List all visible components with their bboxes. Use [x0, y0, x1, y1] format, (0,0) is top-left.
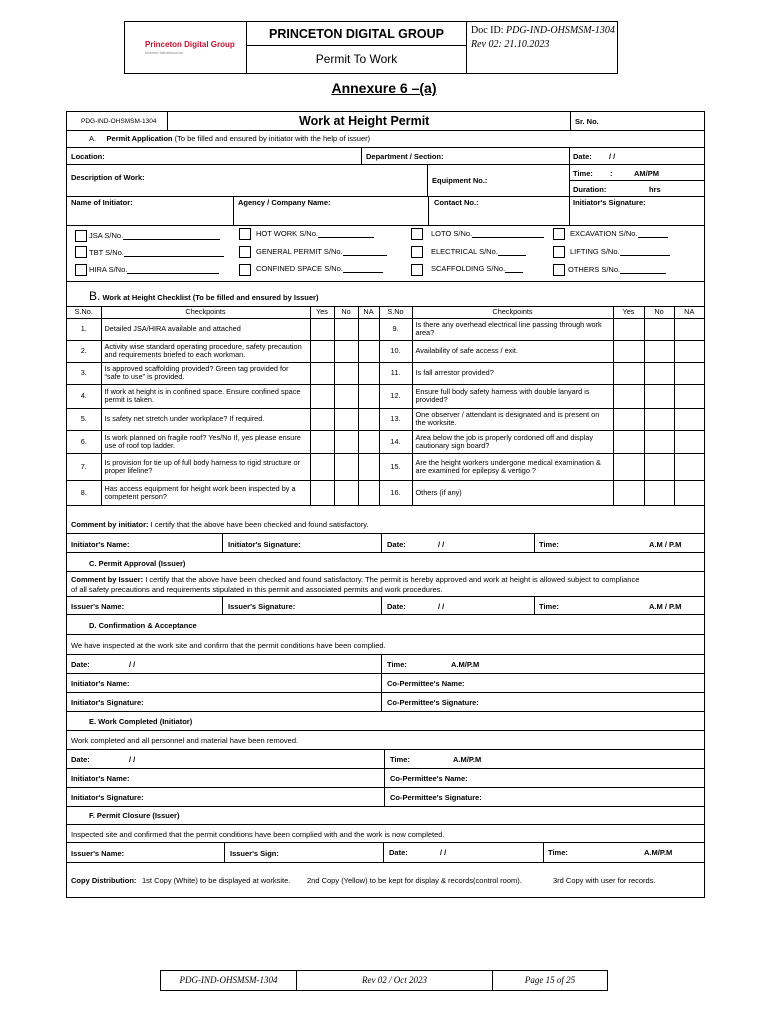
co-permittee-signature-field-e[interactable]: Co-Permittee's Signature:	[390, 793, 482, 802]
tbt-checkbox[interactable]	[75, 246, 87, 258]
table-row: 2. Activity wise standard operating procedure, safety precaution and requirements briefed to each workman. 10. Availability of safe access / exit.	[67, 340, 704, 362]
section-d-header	[67, 615, 704, 635]
work-at-height-checklist	[67, 307, 704, 506]
others-checkbox[interactable]	[553, 264, 565, 276]
form-title: Work at Height Permit	[299, 114, 430, 128]
yes-cell[interactable]	[310, 340, 334, 362]
section-f-header	[67, 807, 704, 825]
issuer-name-field[interactable]: Issuer's Name:	[71, 602, 125, 611]
permit-type-title: Permit To Work	[247, 46, 467, 73]
yes-cell[interactable]	[613, 362, 644, 384]
doc-info	[471, 24, 615, 52]
table-row: 8. Has access equipment for height work been inspected by a competent person? 16. Others (if any)	[67, 480, 704, 505]
no-cell[interactable]	[334, 480, 358, 505]
na-cell[interactable]	[358, 453, 379, 480]
no-cell[interactable]	[334, 318, 358, 340]
na-cell[interactable]	[674, 384, 704, 408]
yes-cell[interactable]	[310, 453, 334, 480]
yes-cell[interactable]	[310, 384, 334, 408]
document-header	[124, 21, 618, 74]
co-permittee-name-field-d[interactable]: Co-Permittee's Name:	[387, 679, 465, 688]
scaffolding-checkbox[interactable]	[411, 264, 423, 276]
logo-cell	[125, 22, 247, 73]
section-c-header	[67, 553, 704, 572]
time-field-d[interactable]: Time:	[387, 660, 407, 669]
section-a-note: (To be filled and ensured by initiator with the help of issuer)	[174, 134, 371, 143]
checklist-header-row: S.No. Checkpoints Yes No NA S.No Checkpoints Yes No NA	[67, 307, 704, 318]
no-cell[interactable]	[334, 362, 358, 384]
initiator-signoff-row: Initiator's Name: Initiator's Signature: Date: / / Time: A.M / P.M	[67, 534, 704, 553]
section-e-statement: Work completed and all personnel and material have been removed.	[67, 731, 704, 750]
na-cell[interactable]	[674, 362, 704, 384]
loto-checkbox[interactable]	[411, 228, 423, 240]
page-footer	[160, 970, 608, 991]
doc-revision: Rev 02: 21.10.2023	[471, 39, 550, 50]
issuer-signoff-row: Issuer's Name: Issuer's Signature: Date: / / Time: A.M / P.M	[67, 597, 704, 615]
yes-cell[interactable]	[310, 430, 334, 453]
initiator-signature-field-d[interactable]: Initiator's Signature:	[71, 698, 144, 707]
section-c-title: C. Permit Approval (Issuer)	[89, 559, 186, 568]
time-field-c[interactable]: Time:	[539, 602, 559, 611]
footer-revision: Rev 02 / Oct 2023	[297, 971, 493, 990]
doc-id: PDG-IND-OHSMSM-1304	[506, 25, 615, 36]
no-cell[interactable]	[334, 408, 358, 430]
no-cell[interactable]	[644, 453, 674, 480]
page-number: Page 15 of 25	[524, 975, 576, 985]
section-e-name-row	[67, 769, 704, 788]
equipment-field[interactable]: Equipment No.:	[432, 176, 488, 185]
initiator-name-field[interactable]: Name of Initiator:	[71, 198, 133, 207]
time-field-f[interactable]: Time:	[548, 848, 568, 857]
no-cell[interactable]	[644, 384, 674, 408]
description-row: Description of Work: Equipment No.: Time: : AM/PM Duration: hrs	[67, 165, 704, 197]
date-field-e[interactable]: Date:	[71, 755, 90, 764]
no-cell[interactable]	[334, 453, 358, 480]
section-d-date-row: Date: / / Time: A.M/P.M	[67, 655, 704, 674]
time-field-b[interactable]: Time:	[539, 540, 559, 549]
date-field-d[interactable]: Date:	[71, 660, 90, 669]
na-cell[interactable]	[674, 318, 704, 340]
closure-signoff-row: Issuer's Name: Issuer's Sign: Date: / / Time: A.M/P.M	[67, 843, 704, 863]
section-a-title: Permit Application	[106, 134, 173, 143]
section-b-title: Work at Height Checklist (To be filled and ensured by Issuer)	[102, 293, 319, 302]
table-row: 3. Is approved scaffolding provided? Green tag provided for “safe to use” is provided. 11. Is fall arrestor provided?	[67, 362, 704, 384]
na-cell[interactable]	[358, 384, 379, 408]
initiator-row	[67, 197, 704, 226]
location-row: Location: Department / Section: Date: / /	[67, 148, 704, 165]
copy-distribution: Copy Distribution: 1st Copy (White) to be displayed at worksite. 2nd Copy (Yellow) to be kept for display & records(control room). 3rd Copy with user for records.	[71, 876, 656, 885]
company-logo: Princeton Digital Group	[145, 40, 235, 49]
table-row: 6. Is work planned on fragile roof? Yes/No If, yes please ensure use of roof top ladder. 14. Area below the job is properly cordoned off and display cautionary sign board?	[67, 430, 704, 453]
co-permittee-signature-field-d[interactable]: Co-Permittee's Signature:	[387, 698, 479, 707]
yes-cell[interactable]	[613, 318, 644, 340]
initiator-name-field-d[interactable]: Initiator's Name:	[71, 679, 130, 688]
na-cell[interactable]	[674, 340, 704, 362]
footer-doc-id: PDG-IND-OHSMSM-1304	[161, 971, 297, 990]
section-f-title: F. Permit Closure (Issuer)	[89, 811, 180, 820]
yes-cell[interactable]	[310, 408, 334, 430]
date-field-f[interactable]: Date:	[389, 848, 408, 857]
no-cell[interactable]	[644, 430, 674, 453]
jsa-checkbox[interactable]	[75, 230, 87, 242]
sr-no-field[interactable]: Sr. No.	[575, 117, 599, 126]
company-name: PRINCETON DIGITAL GROUP	[247, 22, 467, 46]
no-cell[interactable]	[644, 362, 674, 384]
time-field-e[interactable]: Time:	[390, 755, 410, 764]
no-cell[interactable]	[644, 480, 674, 505]
na-cell[interactable]	[358, 430, 379, 453]
initiator-signature-field-e[interactable]: Initiator's Signature:	[71, 793, 144, 802]
co-permittee-name-field-e[interactable]: Co-Permittee's Name:	[390, 774, 468, 783]
section-f-statement: Inspected site and confirmed that the permit conditions have been complied with and the work is now completed.	[67, 825, 704, 843]
yes-cell[interactable]	[310, 318, 334, 340]
comment-initiator-row: Comment by initiator: I certify that the above have been checked and found satisfactory.	[67, 515, 704, 534]
initiator-signature-field[interactable]: Initiator's Signature:	[573, 198, 646, 207]
na-cell[interactable]	[358, 318, 379, 340]
comment-issuer-row: Comment by Issuer: I certify that the above have been checked and found satisfactory. The permit is hereby approved and work at height is allowed subject to compliance of all safety precautions and requirements stipulated in this permit and associated permits and work procedures.	[67, 572, 704, 597]
table-row: 5. Is safety net stretch under workplace? If required. 13. One observer / attendant is designated and is present on the worksite.	[67, 408, 704, 430]
location-field[interactable]: Location:	[71, 152, 105, 161]
duration-field[interactable]: Duration:	[573, 185, 607, 194]
issuer-name-field-f[interactable]: Issuer's Name:	[71, 849, 125, 858]
section-e-header	[67, 712, 704, 731]
section-d-title: D. Confirmation & Acceptance	[89, 621, 197, 630]
initiator-name-field-b[interactable]: Initiator's Name:	[71, 540, 130, 549]
time-field-a[interactable]: Time:	[573, 169, 593, 178]
section-e-title: E. Work Completed (Initiator)	[89, 717, 193, 726]
initiator-name-field-e[interactable]: Initiator's Name:	[71, 774, 130, 783]
electrical-checkbox[interactable]	[411, 246, 423, 258]
yes-cell[interactable]	[613, 340, 644, 362]
date-field-c[interactable]: Date:	[387, 602, 406, 611]
yes-cell[interactable]	[310, 480, 334, 505]
no-cell[interactable]	[334, 340, 358, 362]
confined-space-checkbox[interactable]	[239, 264, 251, 276]
yes-cell[interactable]	[613, 430, 644, 453]
hot-work-checkbox[interactable]	[239, 228, 251, 240]
na-cell[interactable]	[674, 480, 704, 505]
lifting-checkbox[interactable]	[553, 246, 565, 258]
table-row: 1. Detailed JSA/HIRA available and attached 9. Is there any overhead electrical line passing through work area?	[67, 318, 704, 340]
excavation-checkbox[interactable]	[553, 228, 565, 240]
section-d-signature-row	[67, 693, 704, 712]
na-cell[interactable]	[358, 362, 379, 384]
work-at-height-permit-form	[66, 111, 705, 898]
no-cell[interactable]	[644, 340, 674, 362]
section-b-header: B. Work at Height Checklist (To be filled and ensured by Issuer)	[67, 282, 704, 307]
logo-tagline: Internet Infrastructure	[145, 50, 184, 55]
form-title-row	[67, 112, 704, 131]
section-d-name-row	[67, 674, 704, 693]
section-e-signature-row	[67, 788, 704, 807]
date-field-b[interactable]: Date:	[387, 540, 406, 549]
yes-cell[interactable]	[613, 408, 644, 430]
na-cell[interactable]	[674, 430, 704, 453]
department-field[interactable]: Department / Section:	[366, 152, 444, 161]
table-row: 7. Is provision for tie up of full body harness to rigid structure or proper lifeline? 15. Are the height workers undergone medical examination & are examined for epilepsy & vertigo ?	[67, 453, 704, 480]
annexure-title: Annexure 6 –(a)	[331, 80, 437, 96]
no-cell[interactable]	[334, 384, 358, 408]
section-d-statement: We have inspected at the work site and confirm that the permit conditions have been complied.	[67, 635, 704, 655]
initiator-signature-field-b[interactable]: Initiator's Signature:	[228, 540, 301, 549]
issuer-sign-field-f[interactable]: Issuer's Sign:	[230, 849, 279, 858]
na-cell[interactable]	[358, 340, 379, 362]
yes-cell[interactable]	[613, 480, 644, 505]
no-cell[interactable]	[334, 430, 358, 453]
associated-permits: JSA S/No. HOT WORK S/No. LOTO S/No. EXCAVATION S/No. TBT S/No. GENERAL PERMIT S/No. ELECTRICAL S/No. LIFTING S/No. HIRA S/No. CONFINED SPACE S/No. SCAFFOLDING S/No. OTHERS S/No.	[67, 226, 704, 282]
no-cell[interactable]	[644, 318, 674, 340]
issuer-signature-field[interactable]: Issuer's Signature:	[228, 602, 296, 611]
agency-field[interactable]: Agency / Company Name:	[238, 198, 331, 207]
date-field-a[interactable]: Date:	[573, 152, 592, 161]
no-cell[interactable]	[644, 408, 674, 430]
section-a-header: A. Permit Application (To be filled and ensured by initiator with the help of issuer)	[67, 131, 704, 148]
yes-cell[interactable]	[613, 453, 644, 480]
na-cell[interactable]	[358, 480, 379, 505]
description-field[interactable]: Description of Work:	[71, 173, 145, 182]
section-e-date-row: Date: / / Time: A.M/P.M	[67, 750, 704, 769]
na-cell[interactable]	[674, 408, 704, 430]
form-doc-code: PDG-IND-OHSMSM-1304	[81, 118, 157, 125]
doc-id-label: Doc ID:	[471, 25, 504, 36]
na-cell[interactable]	[674, 453, 704, 480]
table-row: 4. If work at height is in confined space. Ensure confined space permit is taken. 12. Ensure full body safety harness with double lanyard is provided?	[67, 384, 704, 408]
hira-checkbox[interactable]	[75, 264, 87, 276]
yes-cell[interactable]	[310, 362, 334, 384]
yes-cell[interactable]	[613, 384, 644, 408]
general-permit-checkbox[interactable]	[239, 246, 251, 258]
na-cell[interactable]	[358, 408, 379, 430]
contact-field[interactable]: Contact No.:	[434, 198, 479, 207]
